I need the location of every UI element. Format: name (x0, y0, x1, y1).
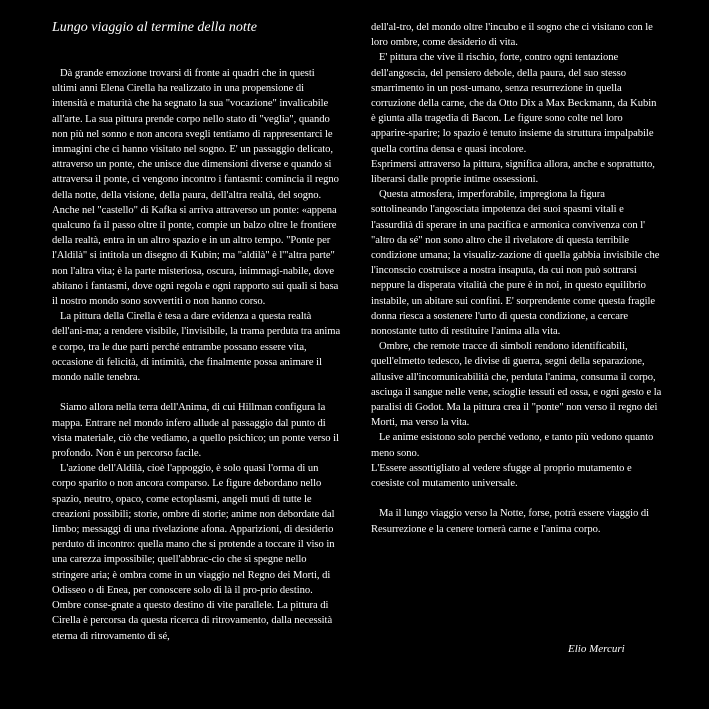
paragraph: L'azione dell'Aldilà, cioè l'appoggio, è solo quasi l'orma di un corpo sparito o non ancora comparso. Le figure debordano nello spazio, neutro, opaco, come ectoplasmi, angeli muti di tutte le creazioni possibili; storie, ombre di storie; anime non debordate dal limbo; messaggi di una rivelazione afona. Apparizioni, di desiderio perduto di incontro: quella mano che si protende a toccare il viso in una carezza impossibile; quell'abbrac-cio che si spegne nello stringere aria; è ombra come in un viaggio nel Regno dei Morti, di Odisseo o di Enea, per conoscere solo di là il pro-prio destino. Ombre conse-gnate a questo destino di vite parallele. La pittura di Cirella è percorsa da questa ricerca di ritrovamento, dalla necessità eterna di ritrovamento di sé, (52, 463, 335, 642)
paragraph: Questa atmosfera, imperforabile, impregiona la figura sottolineando l'angosciata impotenza dei suoi spasmi vitali e l'assurdità di sperare in una pacifica e armonica convivenza con l' "altro da sé" non sono altro che il rivelatore di questa terribile condizione umana; la visualiz-zazione di quella gabbia invisibile che l'inconscio costruisce a nostra insaputa, da cui non può sottrarsi neppure la disperata vitalità che pure è in noi, in questo equilibrio instabile, un abitare sui confini. E' sorprendente come questa fragile donna riesca a sostenere l'urto di questa condizione, a cercare nonostante tutto di restituire l'anima alla vita. (371, 189, 660, 338)
paragraph: L'Essere assottigliato al vedere sfugge al proprio mutamento e coesiste col mutamento universale. (371, 462, 632, 490)
right-column (371, 20, 663, 537)
paragraph: Esprimersi attraverso la pittura, significa allora, anche e soprattutto, liberarsi dalle proprie intime ossessioni. (371, 158, 655, 186)
paragraph: Dà grande emozione trovarsi di fronte ai quadri che in questi ultimi anni Elena Cirella ha realizzato in una propensione di intensità e maturità che ha segnato la sua "vocazione" invalicabile all'arte. La sua pittura prende corpo nello stato di "veglia", quando non più nel sonno e non ancora svegli tentiamo di rappresentarci le immagini che ci hanno visitato nel sogno. E' un passaggio delicato, attraverso un ponte, che unisce due dimensioni diverse e quando si attraversa il ponte, ci vengono incontro i fantasmi: comincia il regno della notte, della visione, della paura, dell'altra realtà, del sogno. Anche nel "castello" di Kafka si arriva attraverso un ponte: «appena qualcuno fa il passo oltre il ponte, compie un balzo oltre le frontiere della realtà, entra in un altro spazio e in un altro tempo. "Ponte per l'Aldilà" si intitola un disegno di Kubin; ma "aldilà" è l'"altra parte" non l'altra vita; è la parte misteriosa, oscura, inimmagi-nabile, dove abitano i fantasmi, dove ogni regola e ogni rapporto sui quali si basa il nostro mondo sono sovvertiti o non hanno corso. (52, 68, 339, 308)
paragraph: La pittura della Cirella è tesa a dare evidenza a questa realtà dell'ani-ma; a rendere visibile, l'invisibile, la trama perduta tra anima e corpo, tra le due parti perché entrambe possano essere vita, occasione di felicità, di intimità, che finalmente possa animare il mondo nalle tenebra. (52, 311, 341, 384)
page-title: Lungo viaggio al termine della notte (52, 20, 257, 35)
paragraph: E' pittura che vive il rischio, forte, contro ogni tentazione dell'angoscia, del pensiero debole, della paura, del suo stesso smarrimento in un post-umano, senza resurrezione in quella corruzione della carne, che da Otto Dix a Max Beckmann, da Kubin è giunta alla tragedia di Bacon. Le figure sono colte nel loro apparire-sparire; lo spazio è tenuto insieme da struttura impalpabile quella cortina densa e quasi incolore. (371, 52, 657, 155)
left-column (52, 66, 342, 644)
paragraph: Siamo allora nella terra dell'Anima, di cui Hillman configura la mappa. Entrare nel mondo infero allude al passaggio dal punto di vista materiale, ciò che vediamo, a quello psichico; un ponte verso il profondo. Non è un percorso facile. (52, 402, 339, 460)
author-signature: Elio Mercuri (568, 643, 625, 655)
paragraph: Le anime esistono solo perché vedono, e tanto più vedono quanto meno sono. (371, 432, 654, 459)
paragraph: dell'al-tro, del mondo oltre l'incubo e il sogno che ci visitano con le loro ombre, come desiderio di vita. (371, 22, 653, 49)
paragraph: Ombre, che remote tracce di simboli rendono identificabili, quell'elmetto tedesco, le divise di guerra, segni della separazione, allusive all'incomunicabilità che, perduta l'anima, consuma il corpo, asciuga il sangue nelle vene, scioglie tessuti ed ossa, e ogni gesto e la paralisi di Godot. Ma la pittura crea il "ponte" non verso il regno dei Morti, ma verso la vita. (371, 341, 662, 429)
paragraph: Ma il lungo viaggio verso la Notte, forse, potrà essere viaggio di Resurrezione e la cenere tornerà carne e l'anima corpo. (371, 508, 650, 535)
